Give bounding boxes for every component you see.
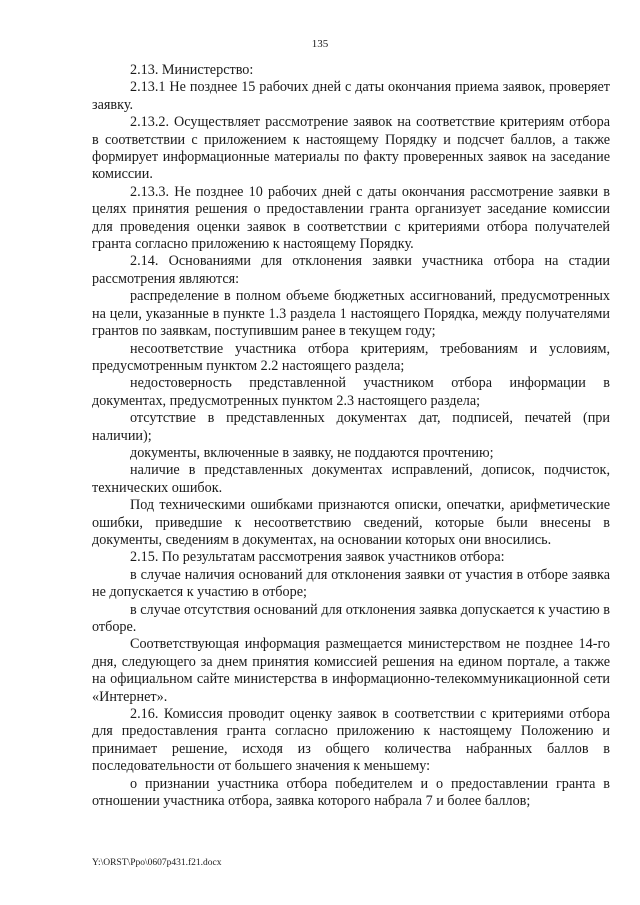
paragraph-2-13-3: 2.13.3. Не позднее 10 рабочих дней с даты окончания рассмотрение заявки в целях принятия решения о предоставлении гранта организует заседание комиссии для проведения оценки заявок в соответствии с критериями отбора получателей гранта согласно приложению к настоящему Порядку. xyxy=(92,183,610,253)
paragraph-reason-corrections: наличие в представленных документах исправлений, дописок, подчисток, технических ошибок. xyxy=(92,462,610,496)
paragraph-winner: о признании участника отбора победителем и о предоставлении гранта в отношении участника отбора, заявка которого набрала 7 и более баллов; xyxy=(92,775,610,810)
paragraph-reason-criteria: несоответствие участника отбора критериям, требованиям и условиям, предусмотренным пунктом 2.2 настоящего раздела; xyxy=(92,340,610,374)
paragraph-reason-budget: распределение в полном объеме бюджетных ассигнований, предусмотренных на цели, указанные в пункте 1.3 раздела 1 настоящего Порядка, между получателями грантов по заявкам, поступившим ранее в текущем году; xyxy=(92,288,610,340)
paragraph-2-13: 2.13. Министерство: xyxy=(130,62,254,78)
paragraph-reason-unreadable: документы, включенные в заявку, не поддаются прочтению; xyxy=(130,444,494,461)
paragraph-admitted: в случае отсутствия оснований для отклонения заявка допускается к участию в отборе. xyxy=(92,601,610,635)
paragraph-2-13-1: 2.13.1 Не позднее 15 рабочих дней с даты окончания приема заявок, проверяет заявку. xyxy=(92,79,610,113)
document-body xyxy=(92,62,610,810)
paragraph-2-13-2: 2.13.2. Осуществляет рассмотрение заявок на соответствие критериям отбора в соответствии с приложением к настоящему Порядку и подсчет баллов, а также формирует информационные материалы по факту проверенных заявок на заседание комиссии. xyxy=(92,114,610,183)
footer-file-path: Y:\ORST\Ppo\0607p431.f21.docx xyxy=(92,858,222,868)
page-number: 135 xyxy=(311,38,329,50)
paragraph-rejected: в случае наличия оснований для отклонения заявки от участия в отборе заявка не допускается к участию в отборе; xyxy=(92,566,610,601)
paragraph-reason-missing-signatures: отсутствие в представленных документах дат, подписей, печатей (при наличии); xyxy=(92,410,610,444)
paragraph-2-15: 2.15. По результатам рассмотрения заявок участников отбора: xyxy=(130,549,505,566)
paragraph-2-16: 2.16. Комиссия проводит оценку заявок в соответствии с критериями отбора для предоставления гранта согласно приложению к настоящему Положению и принимает решение, исходя из общего количества набранных баллов в последовательности от большего значения к меньшему: xyxy=(92,706,610,775)
paragraph-reason-inaccuracy: недостоверность представленной участником отбора информации в документах, предусмотренных пунктом 2.3 настоящего раздела; xyxy=(92,375,610,409)
paragraph-2-14: 2.14. Основаниями для отклонения заявки участника отбора на стадии рассмотрения являются: xyxy=(92,253,610,287)
paragraph-technical-errors: Под техническими ошибками признаются описки, опечатки, арифметические ошибки, приведшие к несоответствию сведений, которые были внесены в документы, сведениям в документах, на основании которых они вносились. xyxy=(92,497,610,548)
paragraph-publication: Соответствующая информация размещается министерством не позднее 14-го дня, следующего за днем принятия комиссией решения на едином портале, а также на официальном сайте министерства в информационно-телекоммуникационной сети «Интернет». xyxy=(92,636,610,705)
